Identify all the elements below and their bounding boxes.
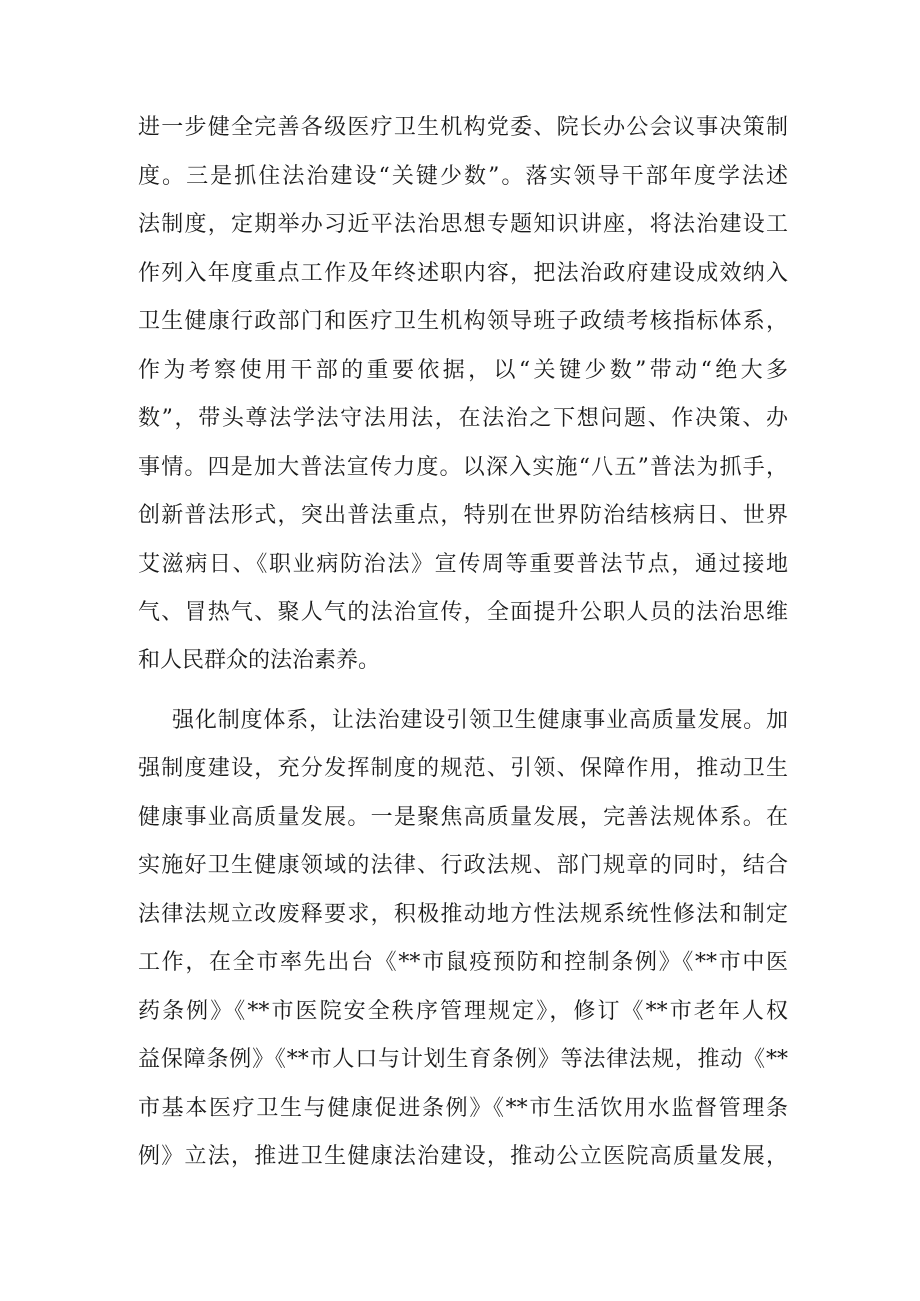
text-line: 度。三是抓住法治建设“关键少数”。落实领导干部年度学法述: [138, 164, 788, 189]
text-line: 数”，带头尊法学法守法用法，在法治之下想问题、作决策、办: [138, 406, 788, 431]
text-line: 市基本医疗卫生与健康促进条例》《**市生活饮用水监督管理条: [138, 1096, 788, 1121]
text-line: 法律法规立改废释要求，积极推动地方性法规系统性修法和制定: [138, 902, 788, 927]
text-line: 例》立法，推进卫生健康法治建设，推动公立医院高质量发展，: [138, 1144, 788, 1169]
text-line: 强化制度体系，让法治建设引领卫生健康事业高质量发展。加: [172, 708, 788, 733]
text-line: 法制度，定期举办习近平法治思想专题知识讲座，将法治建设工: [138, 212, 788, 237]
text-line: 强制度建设，充分发挥制度的规范、引领、保障作用，推动卫生: [138, 756, 788, 781]
text-line: 艾滋病日、《职业病防治法》宣传周等重要普法节点，通过接地: [138, 552, 788, 577]
text-line: 作为考察使用干部的重要依据，以“关键少数”带动“绝大多: [138, 358, 788, 383]
text-line: 实施好卫生健康领域的法律、行政法规、部门规章的同时，结合: [138, 853, 788, 878]
text-line: 和人民群众的法治素养。: [138, 648, 381, 673]
text-line: 卫生健康行政部门和医疗卫生机构领导班子政绩考核指标体系，: [138, 309, 788, 334]
text-line: 气、冒热气、聚人气的法治宣传，全面提升公职人员的法治思维: [138, 600, 788, 625]
text-line: 进一步健全完善各级医疗卫生机构党委、院长办公会议事决策制: [138, 115, 788, 140]
text-line: 工作，在全市率先出台《**市鼠疫预防和控制条例》《**市中医: [138, 950, 788, 975]
text-line: 药条例》《**市医院安全秩序管理规定》，修订《**市老年人权: [138, 999, 788, 1024]
text-line: 益保障条例》《**市人口与计划生育条例》等法律法规，推动《**: [138, 1047, 788, 1072]
text-line: 事情。四是加大普法宣传力度。以深入实施“八五”普法为抓手，: [138, 455, 788, 480]
text-line: 健康事业高质量发展。一是聚焦高质量发展，完善法规体系。在: [138, 805, 788, 830]
text-line: 创新普法形式，突出普法重点，特别在世界防治结核病日、世界: [138, 503, 788, 528]
text-line: 作列入年度重点工作及年终述职内容，把法治政府建设成效纳入: [138, 261, 788, 286]
